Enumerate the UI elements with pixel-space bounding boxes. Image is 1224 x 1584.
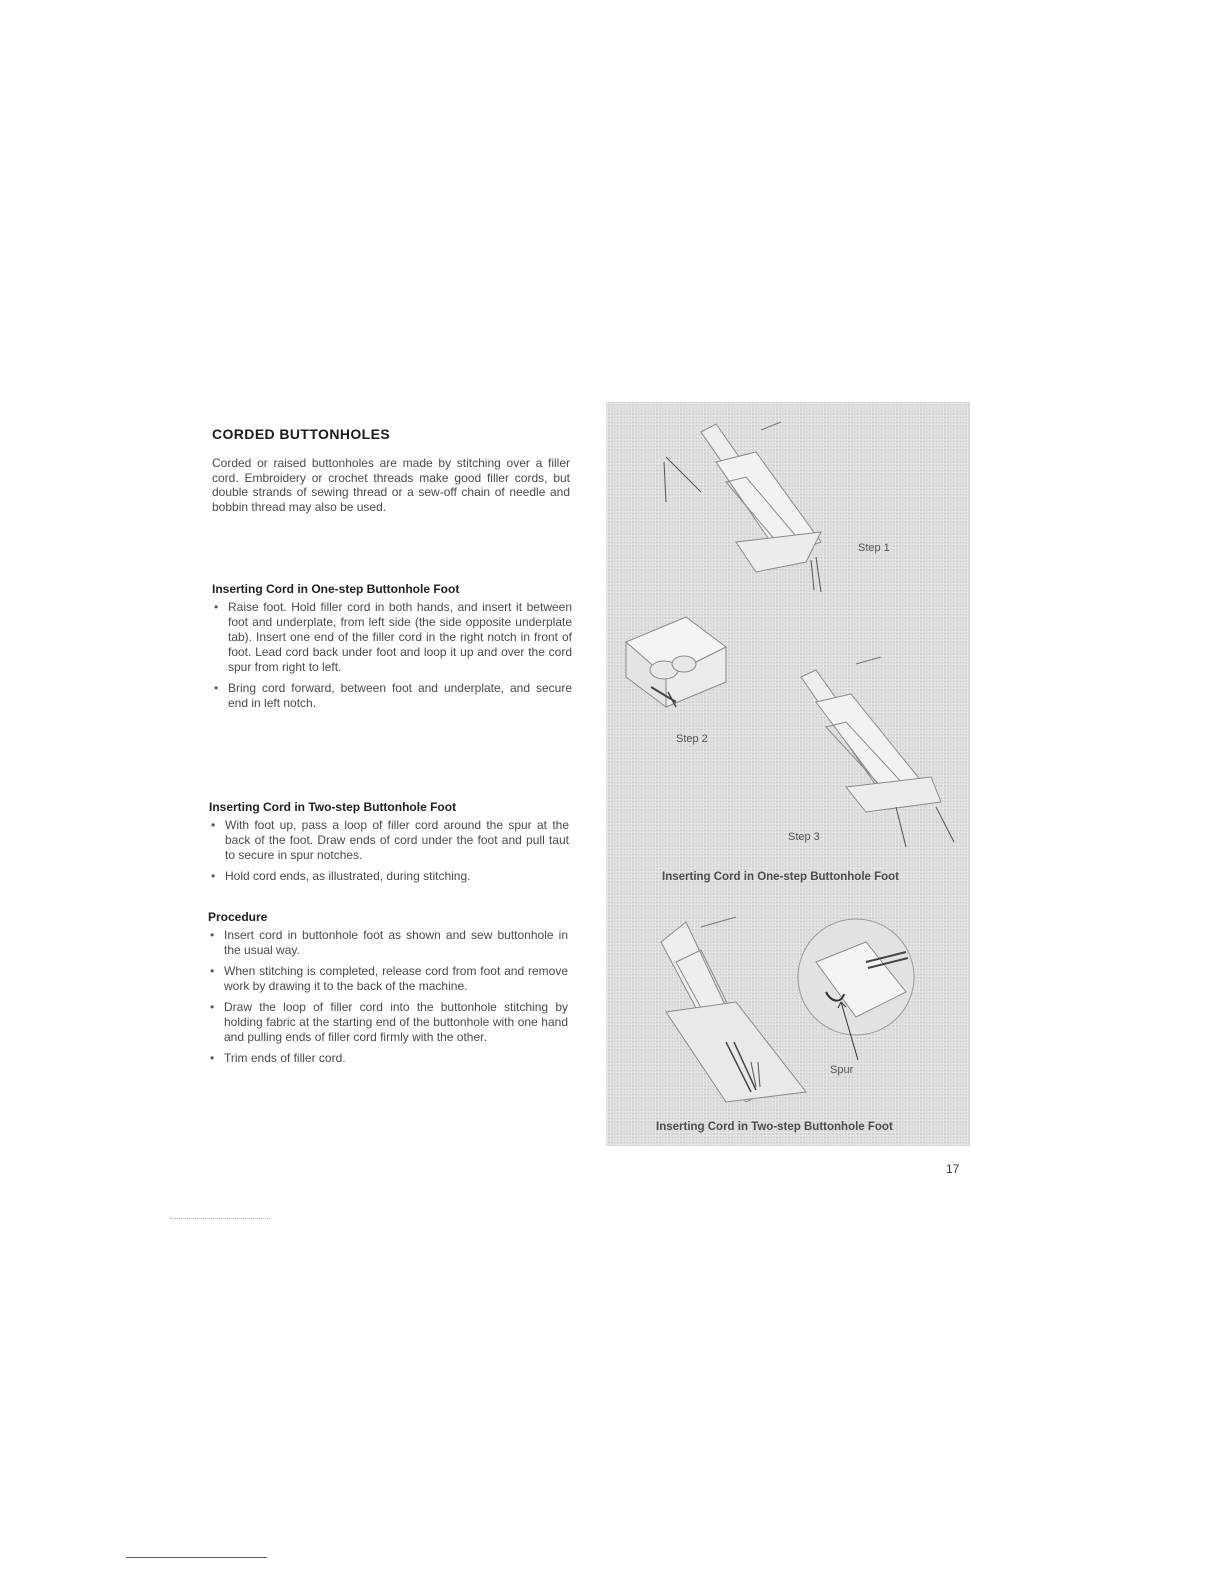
list-item-text: Insert cord in buttonhole foot as shown and sew buttonhole in the usual way. bbox=[224, 928, 568, 957]
section-heading: Inserting Cord in Two-step Buttonhole Foot bbox=[209, 800, 457, 814]
list-item bbox=[207, 818, 569, 863]
illustration-drawing bbox=[606, 402, 970, 1146]
step3-label: Step 3 bbox=[788, 831, 820, 843]
step1-foot-drawing bbox=[664, 422, 821, 592]
bullet-icon: • bbox=[210, 964, 215, 978]
list-item bbox=[210, 681, 572, 711]
bullet-icon: • bbox=[210, 928, 215, 942]
list-item bbox=[206, 1000, 568, 1045]
page-number: 17 bbox=[946, 1162, 960, 1176]
section-one-step bbox=[210, 582, 572, 717]
bullet-icon: • bbox=[210, 1000, 215, 1014]
bullet-icon: • bbox=[214, 681, 219, 695]
bullet-icon: • bbox=[211, 869, 216, 883]
section-heading: Procedure bbox=[208, 910, 268, 924]
two-step-foot-drawing bbox=[661, 917, 806, 1102]
list-item-text: Raise foot. Hold filler cord in both hands, and insert it between foot and underplate, from left side (the side opposite underplate tab). Insert one end of the filler cord in the right notch in front of foot. Lead cord back under foot and loop it up and over the cord spur from right to left. bbox=[228, 600, 572, 674]
list-item bbox=[206, 964, 568, 994]
bullet-icon: • bbox=[211, 818, 216, 832]
bullet-list bbox=[210, 600, 572, 711]
intro-block bbox=[208, 426, 570, 514]
section-heading: Inserting Cord in One-step Buttonhole Foot bbox=[212, 582, 460, 596]
spur-detail-drawing bbox=[798, 919, 914, 1060]
list-item bbox=[206, 1051, 568, 1066]
step3-drawing bbox=[801, 657, 954, 847]
footer-rule bbox=[126, 1557, 267, 1558]
list-item-text: Draw the loop of filler cord into the buttonhole stitching by holding fabric at the starting end of the buttonhole with one hand and pulling ends of filler cord firmly with the other. bbox=[224, 1000, 568, 1044]
bullet-list bbox=[206, 928, 568, 1066]
list-item bbox=[207, 869, 569, 884]
step2-label: Step 2 bbox=[676, 733, 708, 745]
section-procedure bbox=[206, 910, 568, 1072]
list-item bbox=[210, 600, 572, 675]
scan-artifact-line bbox=[170, 1218, 270, 1219]
two-step-caption: Inserting Cord in Two-step Buttonhole Foot bbox=[656, 1121, 893, 1133]
section-two-step bbox=[207, 800, 569, 890]
list-item-text: Trim ends of filler cord. bbox=[224, 1051, 346, 1065]
illustration-panel bbox=[606, 402, 970, 1146]
spur-label: Spur bbox=[830, 1064, 854, 1076]
intro-paragraph: Corded or raised buttonholes are made by stitching over a filler cord. Embroidery or crochet threads make good filler cords, but double strands of sewing thread or a sew-off chain of needle and bobbin thread may also be used. bbox=[212, 456, 570, 514]
list-item-text: Bring cord forward, between foot and underplate, and secure end in left notch. bbox=[228, 681, 572, 710]
list-item-text: When stitching is completed, release cord from foot and remove work by drawing it to the back of the machine. bbox=[224, 964, 568, 993]
one-step-caption: Inserting Cord in One-step Buttonhole Foot bbox=[662, 871, 900, 883]
bullet-icon: • bbox=[214, 600, 219, 614]
list-item bbox=[206, 928, 568, 958]
page-title: CORDED BUTTONHOLES bbox=[212, 426, 391, 442]
list-item-text: Hold cord ends, as illustrated, during stitching. bbox=[225, 869, 471, 883]
list-item-text: With foot up, pass a loop of filler cord around the spur at the back of the foot. Draw ends of cord under the foot and pull taut to secure in spur notches. bbox=[225, 818, 569, 862]
bullet-list bbox=[207, 818, 569, 884]
step2-drawing bbox=[626, 617, 726, 707]
bullet-icon: • bbox=[210, 1051, 215, 1065]
step1-label: Step 1 bbox=[858, 542, 890, 554]
